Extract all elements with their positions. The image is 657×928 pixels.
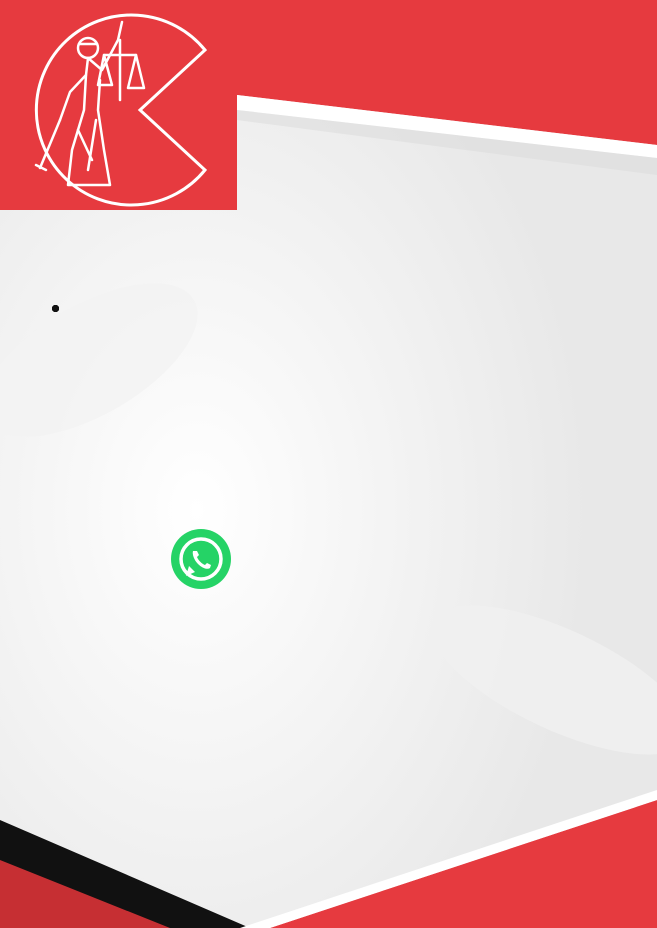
lady-justice-icon: [0, 0, 237, 210]
whatsapp-icon[interactable]: [170, 528, 232, 590]
